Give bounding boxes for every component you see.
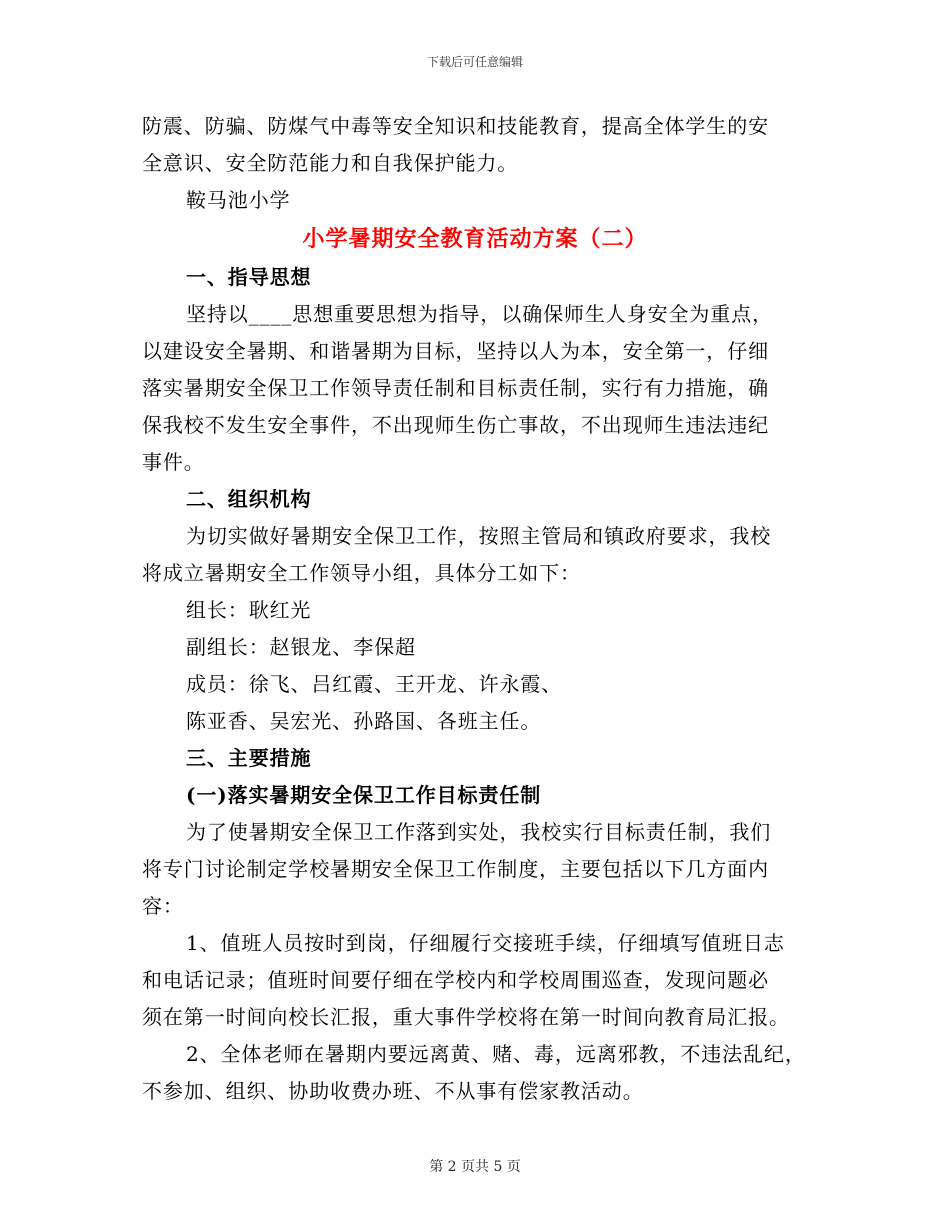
leader-line: 组长：耿红光: [186, 598, 312, 622]
item2-line-2: 不参加、组织、协助收费办班、不从事有偿家教活动。: [142, 1079, 644, 1103]
intro-line-2: 全意识、安全防范能力和自我保护能力。: [142, 151, 519, 175]
signature: 鞍马池小学: [186, 188, 291, 212]
section3-heading: 三、主要措施: [186, 746, 312, 770]
section1-heading: 一、指导思想: [186, 265, 312, 289]
document-title: 小学暑期安全教育活动方案（二）: [302, 226, 648, 252]
section2-line-2: 将成立暑期安全工作领导小组，具体分工如下：: [142, 561, 581, 585]
section1-line-5: 事件。: [142, 450, 205, 474]
section3-line-3: 容：: [142, 894, 184, 918]
page-header: 下载后可任意编辑: [426, 55, 523, 69]
members-line-2: 陈亚香、吴宏光、孙路国、各班主任。: [186, 709, 542, 733]
section2-line-1: 为切实做好暑期安全保卫工作，按照主管局和镇政府要求，我校: [186, 524, 772, 548]
item1-line-1: 1、值班人员按时到岗，仔细履行交接班手续，仔细填写值班日志: [186, 931, 785, 955]
item1-line-2: 和电话记录；值班时间要仔细在学校内和学校周围巡查，发现问题必: [142, 968, 769, 992]
intro-line-1: 防震、防骗、防煤气中毒等安全知识和技能教育，提高全体学生的安: [142, 114, 769, 138]
section1-line-1: 坚持以____思想重要思想为指导，以确保师生人身安全为重点，: [186, 302, 773, 326]
section3-line-1: 为了使暑期安全保卫工作落到实处，我校实行目标责任制，我们: [186, 820, 772, 844]
section3-subheading: (一)落实暑期安全保卫工作目标责任制: [186, 783, 542, 807]
item1-line-3: 须在第一时间向校长汇报，重大事件学校将在第一时间向教育局汇报。: [142, 1005, 790, 1029]
document-body: [142, 108, 808, 1110]
vice-leader-line: 副组长：赵银龙、李保超: [186, 635, 416, 659]
section3-line-2: 将专门讨论制定学校暑期安全保卫工作制度，主要包括以下几方面内: [142, 857, 769, 881]
page-footer: 第 2 页共 5 页: [429, 1159, 521, 1175]
section1-line-3: 落实暑期安全保卫工作领导责任制和目标责任制，实行有力措施，确: [142, 376, 769, 400]
section1-line-2: 以建设安全暑期、和谐暑期为目标，坚持以人为本，安全第一，仔细: [142, 339, 769, 363]
section1-line-4: 保我校不发生安全事件，不出现师生伤亡事故，不出现师生违法违纪: [142, 413, 769, 437]
item2-line-1: 2、全体老师在暑期内要远离黄、赌、毒，远离邪教，不违法乱纪，: [186, 1042, 806, 1066]
members-line-1: 成员：徐飞、吕红霞、王开龙、许永霞、: [186, 672, 563, 696]
section2-heading: 二、组织机构: [186, 487, 312, 511]
